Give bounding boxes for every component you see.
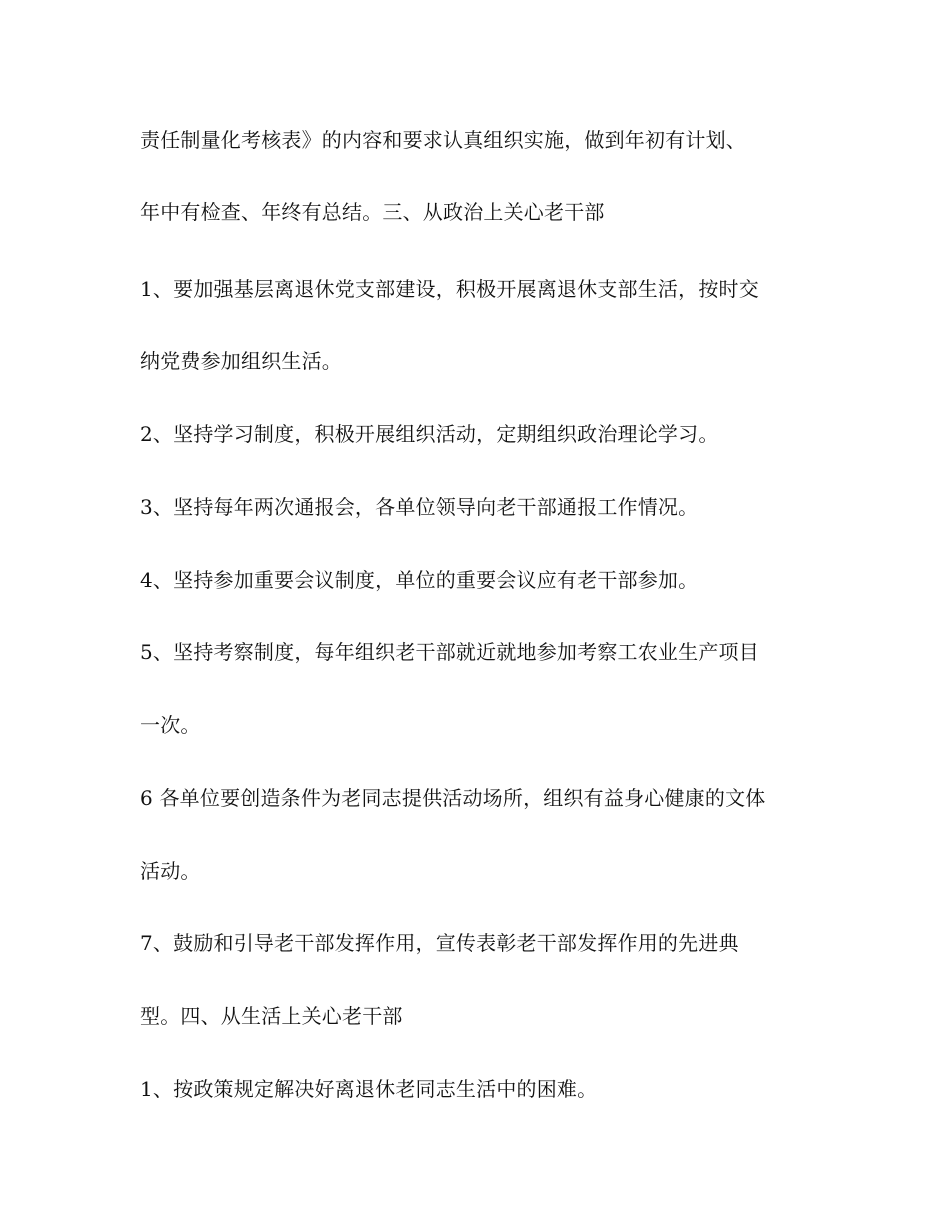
text-line: 一次。 [140,713,201,737]
text-line: 纳党费参加组织生活。 [140,349,342,373]
text-line: 活动。 [140,859,201,883]
text-line: 4、坚持参加重要会议制度，单位的重要会议应有老干部参加。 [140,568,699,592]
text-line: 1、按政策规定解决好离退休老同志生活中的困难。 [140,1077,598,1101]
text-line: 3、坚持每年两次通报会，各单位领导向老干部通报工作情况。 [140,495,699,519]
text-line: 7、鼓励和引导老干部发挥作用，宣传表彰老干部发挥作用的先进典 [140,931,739,955]
text-line: 型。四、从生活上关心老干部 [140,1004,403,1028]
text-line: 1、要加强基层离退休党支部建设，积极开展离退休支部生活，按时交 [140,277,759,301]
text-line: 6 各单位要创造条件为老同志提供活动场所，组织有益身心健康的文体 [140,786,766,810]
text-line: 5、坚持考察制度，每年组织老干部就近就地参加考察工农业生产项目 [140,640,759,664]
text-line: 年中有检查、年终有总结。三、从政治上关心老干部 [140,200,605,224]
text-line: 责任制量化考核表》的内容和要求认真组织实施，做到年初有计划、 [140,128,746,152]
text-line: 2、坚持学习制度，积极开展组织活动，定期组织政治理论学习。 [140,422,719,446]
